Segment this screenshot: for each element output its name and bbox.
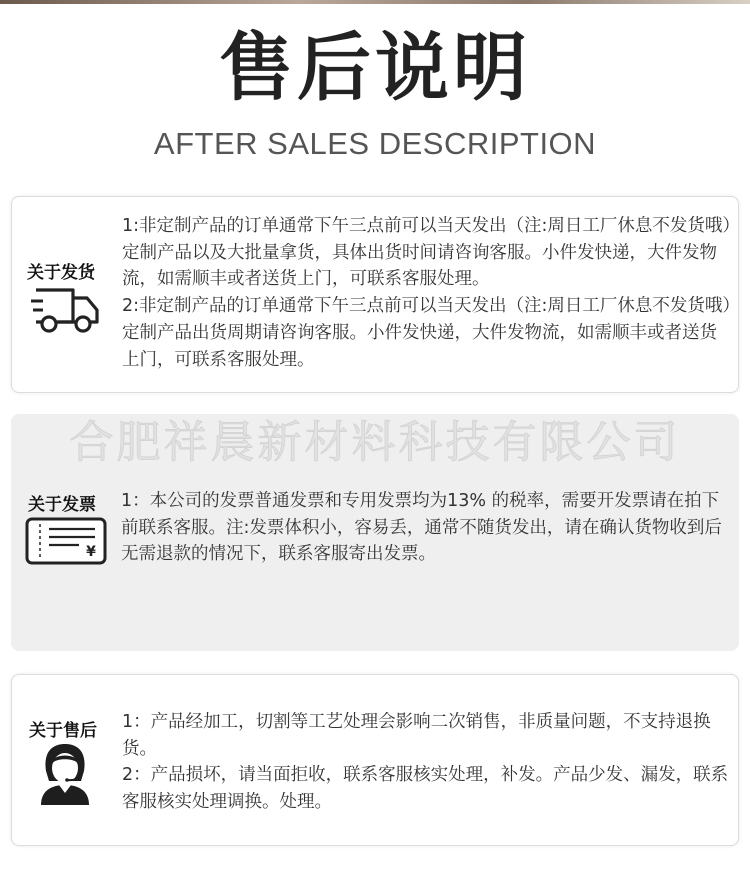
delivery-truck-icon: [31, 284, 101, 336]
customer-service-agent-icon: [37, 741, 93, 805]
invoice-description: [121, 488, 733, 568]
shipping-description: [122, 213, 734, 373]
yen-symbol: ¥: [86, 544, 96, 560]
invoice-label: 关于发票: [28, 495, 96, 515]
after-sales-card: [11, 674, 739, 846]
top-border-strip: [0, 0, 750, 4]
shipping-label: 关于发货: [27, 263, 95, 283]
page-title: 售后说明: [219, 25, 531, 111]
page-subtitle: AFTER SALES DESCRIPTION: [153, 126, 597, 161]
after-sales-description: [122, 709, 734, 816]
invoice-ticket-icon: [25, 516, 109, 566]
invoice-paragraph: 1：本公司的发票普通发票和专用发票均为13% 的税率，需要开发票请在拍下前联系客服。注:发票体积小，容易丢，通常不随货发出，请在确认货物收到后无需退款的情况下，联系客服寄出发票。: [121, 491, 722, 565]
shipping-paragraph: 1:非定制产品的订单通常下午三点前可以当天发出（注:周日工厂休息不发货哦）定制产品以及大批量拿货，具体出货时间请咨询客服。小件发快递，大件发物流，如需顺丰或者送货上门，可联系客服处理。: [122, 216, 732, 290]
invoice-card: [11, 414, 739, 651]
after-sales-paragraph: 2：产品损坏，请当面拒收，联系客服核实处理，补发。产品少发、漏发，联系客服核实处理调换。处理。: [122, 765, 729, 813]
company-watermark: 合肥祥晨新材料科技有限公司: [69, 417, 681, 468]
after-sales-paragraph: 1：产品经加工，切割等工艺处理会影响二次销售，非质量问题，不支持退换货。: [122, 712, 711, 759]
after-sales-label: 关于售后: [29, 721, 97, 741]
shipping-card: [11, 196, 739, 393]
shipping-paragraph: 2:非定制产品的订单通常下午三点前可以当天发出（注:周日工厂休息不发货哦）定制产品出货周期请咨询客服。小件发快递，大件发物流，如需顺丰或者送货上门，可联系客服处理。: [122, 296, 732, 370]
